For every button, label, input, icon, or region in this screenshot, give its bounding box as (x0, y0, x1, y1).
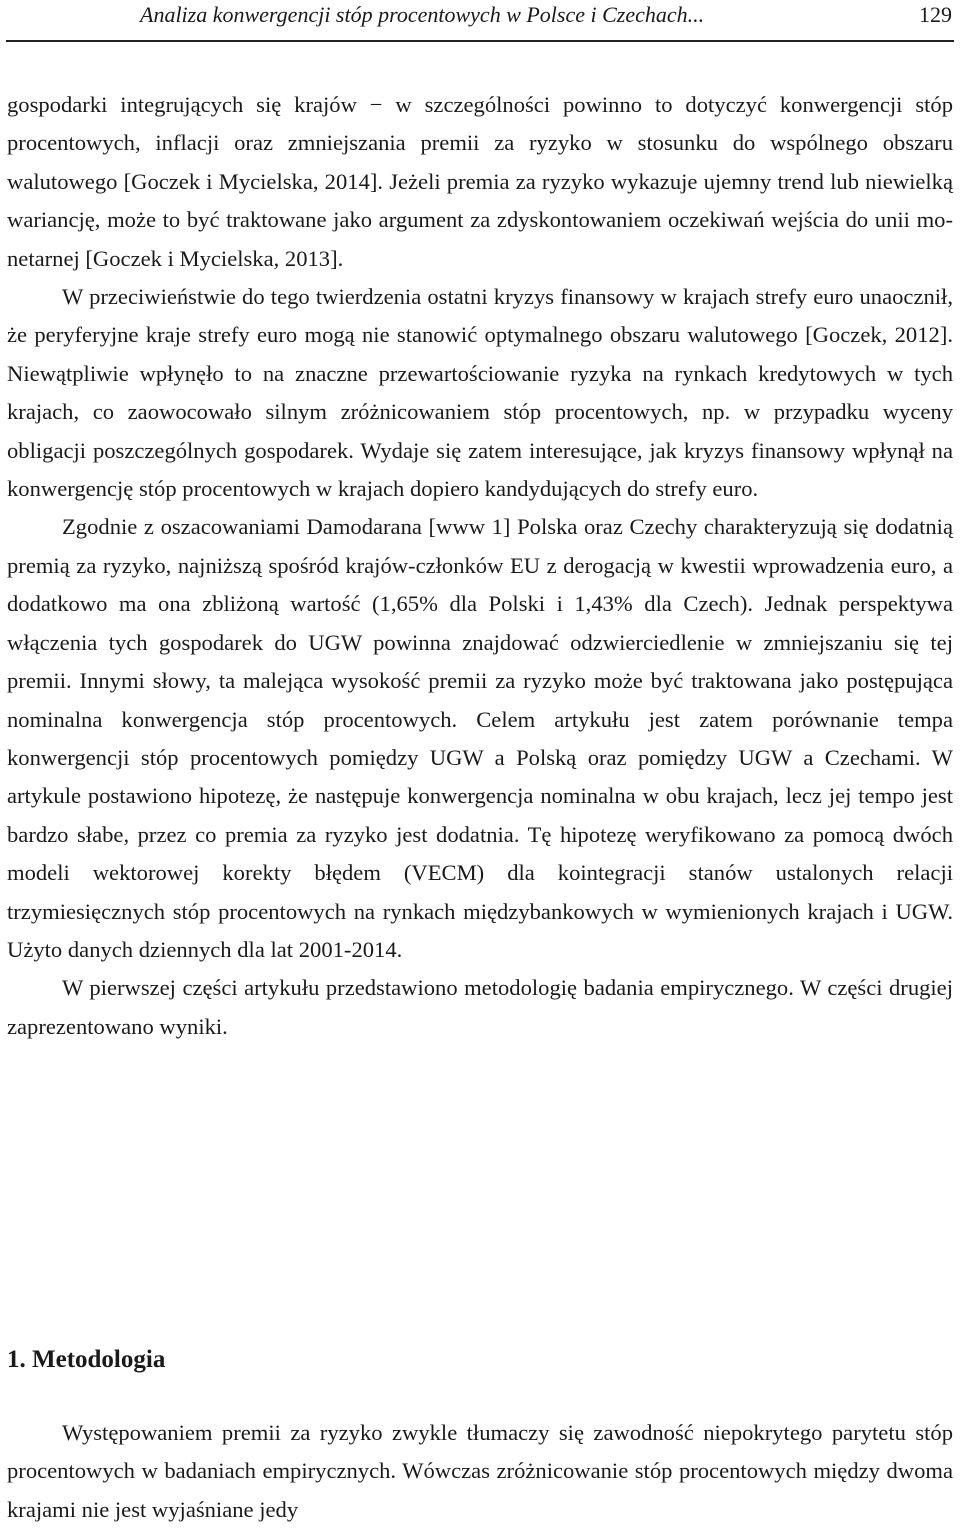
paragraph-4: W pierwszej części artykułu przedstawiono metodologię badania empirycznego. W części drugiej zaprezentowano wyniki. (7, 975, 953, 1039)
paragraph-3: Zgodnie z oszacowaniami Damodarana [www 1] Polska oraz Czechy charakteryzują się dodatnią premią za ryzyko, najniższą spośród krajów-członków EU z derogacją w kwestii wprowadzenia euro, a dodatkowo ma ona zbliżoną wartość (1,65% dla Polski i 1,43% dla Czech). Jednak perspektywa włączenia tych gospodarek do UGW powinna znajdować odzwierciedlenie w zmniejszaniu się tej premii. Innymi słowy, ta malejąca wysokość premii za ryzyko może być traktowana jako postępująca nominalna konwergencja stóp procentowych. Celem artykułu jest zatem porównanie tempa konwergencji stóp procentowych pomiędzy UGW a Polską oraz pomiędzy UGW a Czechami. W artykule postawiono hipotezę, że następuje konwergencja nominalna w obu krajach, lecz jej tempo jest bardzo słabe, przez co premia za ryzyko jest dodatnia. Tę hipotezę weryfikowano za pomocą dwóch modeli wektorowej korekty błędem (VECM) dla kointegracji stanów ustalonych relacji trzymiesięcznych stóp procentowych na rynkach międzybankowych w wymienionych krajach i UGW. Użyto danych dziennych dla lat 2001-2014. (7, 514, 953, 962)
page-number: 129 (919, 2, 952, 27)
body-text (7, 86, 953, 1046)
running-header (0, 0, 960, 40)
section-heading: 1. Metodologia (7, 1346, 166, 1373)
section-paragraph-1: Występowaniem premii za ryzyko zwykle tłumaczy się zawodność niepokrytego parytetu stóp procentowych w badaniach empirycznych. Wówczas zróżnicowanie stóp procentowych między dwoma krajami nie jest wyjaśniane jedy (7, 1420, 953, 1522)
paragraph-1: gospodarki integrujących się krajów − w szczególności powinno to dotyczyć konwergencji stóp procentowych, inflacji oraz zmniejszania premii za ryzyko w stosunku do wspólnego obszaru walutowego [Goczek i Mycielska, 2014]. Jeżeli premia za ryzyko wykazuje ujemny trend lub niewielką wariancję, może to być traktowane jako argument za zdyskontowaniem oczekiwań wejścia do unii monetarnej [Goczek i Mycielska, 2013]. (7, 92, 953, 271)
running-header-title: Analiza konwergencji stóp procentowych w Polsce i Czechach... (140, 2, 705, 27)
section-body-text (7, 1414, 953, 1529)
paragraph-2: W przeciwieństwie do tego twierdzenia ostatni kryzys finansowy w krajach strefy euro unaocznił, że peryferyjne kraje strefy euro mogą nie stanowić optymalnego obszaru walutowego [Goczek, 2012]. Niewątpliwie wpłynęło to na znaczne przewartościowanie ryzyka na rynkach kredytowych w tych krajach, co zaowocowało silnym zróżnicowaniem stóp procentowych, np. w przypadku wyceny obligacji poszczególnych gospodarek. Wydaje się zatem interesujące, jak kryzys finansowy wpłynął na konwergencję stóp procentowych w krajach dopiero kandydujących do strefy euro. (7, 284, 953, 502)
header-rule (6, 40, 954, 42)
